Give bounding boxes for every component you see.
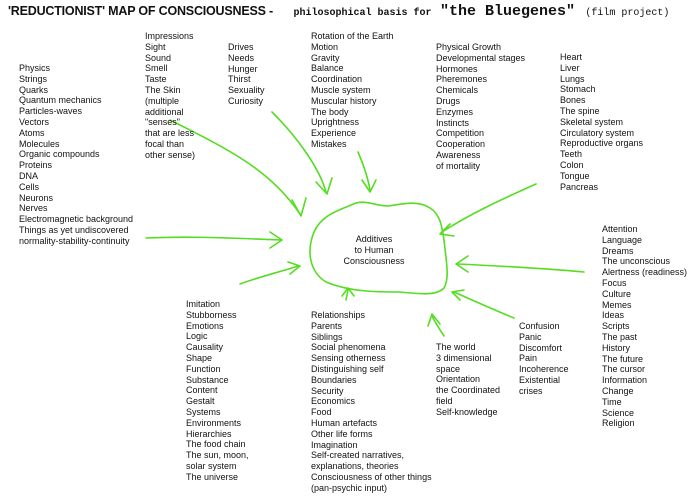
motion-item: Coordination — [311, 74, 363, 85]
arrow-confusion — [454, 292, 514, 318]
diagram-title: 'REDUCTIONIST' MAP OF CONSCIOUSNESS - — [8, 4, 273, 18]
imitation-item: Logic — [186, 331, 208, 342]
center-label: Additives to Human Consciousness — [343, 234, 405, 266]
physics-item: Electromagnetic background — [19, 214, 134, 225]
attention-item: Dreams — [602, 245, 634, 256]
list-imitation — [186, 299, 249, 483]
world-item: the Coordinated — [436, 385, 501, 396]
relationships-item: Food — [311, 407, 332, 418]
relationships-item: Consciousness of other things — [311, 471, 432, 482]
organs-item: Liver — [560, 62, 580, 73]
organs-item: Teeth — [560, 149, 583, 160]
imitation-item: Systems — [186, 406, 221, 417]
physics-item: Molecules — [19, 138, 60, 149]
impressions-item: Sight — [145, 41, 166, 52]
impressions-item: Sound — [145, 52, 172, 63]
attention-item: The unconscious — [602, 256, 671, 267]
organs-item: Reproductive organs — [560, 138, 644, 149]
impressions-item: that are less — [145, 128, 195, 139]
organs-item: Stomach — [560, 84, 596, 95]
physics-item: Particles-waves — [19, 106, 83, 117]
organs-item: The spine — [560, 105, 600, 116]
motion-item: Muscular history — [311, 95, 377, 106]
list-attention — [602, 224, 687, 429]
attention-item: Science — [602, 407, 635, 418]
film-title: "the Bluegenes" — [439, 3, 575, 20]
growth-item: Physical Growth — [436, 42, 502, 52]
relationships-item: Imagination — [311, 439, 358, 450]
physics-item: Things as yet undiscovered — [19, 224, 129, 235]
diagram-subtitle: philosophical basis for — [293, 8, 432, 19]
world-item: Orientation — [436, 374, 481, 385]
impressions-item: (multiple — [145, 95, 180, 106]
growth-item: Drugs — [436, 95, 461, 106]
world-item: The world — [436, 342, 476, 352]
relationships-item: Other life forms — [311, 428, 373, 439]
attention-item: Alertness (readiness) — [602, 267, 688, 278]
attention-item: Change — [602, 385, 634, 396]
physics-item: Nerves — [19, 203, 48, 214]
imitation-item: solar system — [186, 460, 237, 471]
growth-item: Competition — [436, 128, 485, 139]
confusion-item: Incoherence — [519, 364, 569, 375]
attention-item: The cursor — [602, 364, 646, 375]
attention-item: Culture — [602, 288, 632, 299]
confusion-item: Existential — [519, 374, 561, 385]
imitation-item: The universe — [186, 471, 239, 482]
physics-item: DNA — [19, 170, 39, 181]
growth-item: Pheremones — [436, 74, 488, 85]
attention-item: Scripts — [602, 321, 630, 332]
confusion-item: Discomfort — [519, 342, 563, 353]
imitation-item: Stubborness — [186, 309, 237, 320]
impressions-item: Taste — [145, 74, 167, 85]
relationships-item: Security — [311, 385, 344, 396]
imitation-item: Emotions — [186, 320, 224, 331]
attention-item: The future — [602, 353, 644, 364]
attention-item: History — [602, 342, 631, 353]
growth-item: Developmental stages — [436, 52, 526, 63]
physics-item: Proteins — [19, 160, 53, 171]
physics-item: Quantum mechanics — [19, 95, 102, 106]
impressions-item: "senses" — [145, 117, 180, 128]
imitation-item: Content — [186, 385, 218, 396]
drives-item: Sexuality — [228, 85, 265, 96]
motion-item: Experience — [311, 128, 357, 139]
world-item: field — [436, 395, 453, 406]
impressions-item: focal than — [145, 138, 185, 149]
relationships-item: Economics — [311, 396, 356, 407]
world-item: Self-knowledge — [436, 406, 498, 417]
physics-item: Strings — [19, 73, 48, 84]
motion-item: Muscle system — [311, 84, 371, 95]
list-motion — [311, 31, 394, 150]
motion-item: Mistakes — [311, 138, 347, 149]
physics-item: Neurons — [19, 192, 54, 203]
attention-item: Focus — [602, 277, 627, 288]
list-organs — [560, 52, 643, 192]
arrow-organs — [442, 184, 536, 232]
physics-item: Vectors — [19, 116, 50, 127]
relationships-item: Parents — [311, 320, 343, 331]
attention-item: The past — [602, 331, 638, 342]
relationships-item: explanations, theories — [311, 461, 399, 472]
organs-item: Pancreas — [560, 181, 599, 192]
confusion-item: crises — [519, 385, 543, 396]
relationships-item: (pan-psychic input) — [311, 482, 388, 493]
attention-item: Ideas — [602, 310, 625, 321]
impressions-item: other sense) — [145, 149, 196, 160]
arrow-attention — [458, 264, 584, 272]
impressions-item: additional — [145, 106, 184, 117]
growth-item: Cooperation — [436, 139, 486, 150]
organs-item: Tongue — [560, 170, 590, 181]
arrow-world — [432, 316, 444, 336]
physics-item: normality-stability-continuity — [19, 235, 130, 246]
list-confusion — [519, 321, 569, 397]
growth-item: of mortality — [436, 160, 481, 171]
confusion-item: Confusion — [519, 321, 560, 331]
relationships-item: Relationships — [311, 310, 366, 320]
imitation-item: The food chain — [186, 439, 246, 450]
growth-item: Chemicals — [436, 85, 479, 96]
organs-item: Bones — [560, 95, 586, 106]
growth-item: Awareness — [436, 149, 481, 160]
motion-item: Balance — [311, 63, 344, 74]
organs-item: Heart — [560, 52, 583, 62]
relationships-item: Social phenomena — [311, 342, 386, 353]
imitation-item: Hierarchies — [186, 428, 232, 439]
impressions-item: Smell — [145, 63, 168, 74]
list-drives — [228, 42, 265, 107]
imitation-item: Shape — [186, 352, 213, 363]
relationships-item: Boundaries — [311, 374, 357, 385]
motion-item: Uprightness — [311, 117, 360, 128]
attention-item: Time — [602, 396, 622, 407]
physics-item: Organic compounds — [19, 149, 100, 160]
growth-item: Instincts — [436, 117, 470, 128]
organs-item: Skeletal system — [560, 116, 624, 127]
drives-item: Thirst — [228, 74, 251, 85]
relationships-item: Distinguishing self — [311, 363, 384, 374]
list-world — [436, 342, 500, 418]
world-item: 3 dimensional — [436, 352, 492, 363]
drives-item: Hunger — [228, 63, 258, 74]
imitation-item: Gestalt — [186, 396, 215, 407]
relationships-item: Siblings — [311, 331, 343, 342]
imitation-item: Imitation — [186, 299, 221, 309]
attention-item: Religion — [602, 418, 635, 429]
motion-item: Motion — [311, 41, 339, 52]
drives-item: Curiosity — [228, 95, 264, 106]
impressions-item: The Skin — [145, 84, 181, 95]
physics-item: Quarks — [19, 84, 49, 95]
relationships-item: Self-created narratives, — [311, 450, 405, 461]
list-growth — [436, 42, 525, 172]
growth-item: Enzymes — [436, 106, 474, 117]
drives-item: Drives — [228, 42, 254, 52]
organs-item: Colon — [560, 159, 584, 170]
confusion-item: Pain — [519, 353, 538, 364]
imitation-item: The sun, moon, — [186, 450, 249, 461]
world-item: space — [436, 363, 461, 374]
attention-item: Language — [602, 234, 643, 245]
film-note: (film project) — [585, 8, 670, 19]
attention-item: Information — [602, 375, 648, 386]
physics-item: Atoms — [19, 127, 45, 138]
list-physics — [19, 63, 133, 247]
relationships-item: Human artefacts — [311, 417, 378, 428]
physics-item: Cells — [19, 181, 40, 192]
growth-item: Hormones — [436, 63, 478, 74]
list-relationships — [311, 310, 432, 494]
drives-item: Needs — [228, 52, 255, 63]
physics-item: Physics — [19, 63, 51, 73]
attention-item: Attention — [602, 224, 638, 234]
list-impressions — [145, 31, 195, 161]
imitation-item: Environments — [186, 417, 242, 428]
motion-item: Gravity — [311, 52, 340, 63]
imitation-item: Function — [186, 363, 221, 374]
attention-item: Memes — [602, 299, 632, 310]
organs-item: Circulatory system — [560, 127, 635, 138]
arrow-imitation — [240, 266, 298, 284]
motion-item: Rotation of the Earth — [311, 31, 394, 41]
organs-item: Lungs — [560, 73, 585, 84]
relationships-item: Sensing otherness — [311, 353, 386, 364]
imitation-item: Causality — [186, 342, 224, 353]
confusion-item: Panic — [519, 331, 542, 342]
motion-item: The body — [311, 106, 349, 117]
impressions-item: Impressions — [145, 31, 194, 41]
arrow-physics — [146, 237, 280, 240]
imitation-item: Substance — [186, 374, 229, 385]
